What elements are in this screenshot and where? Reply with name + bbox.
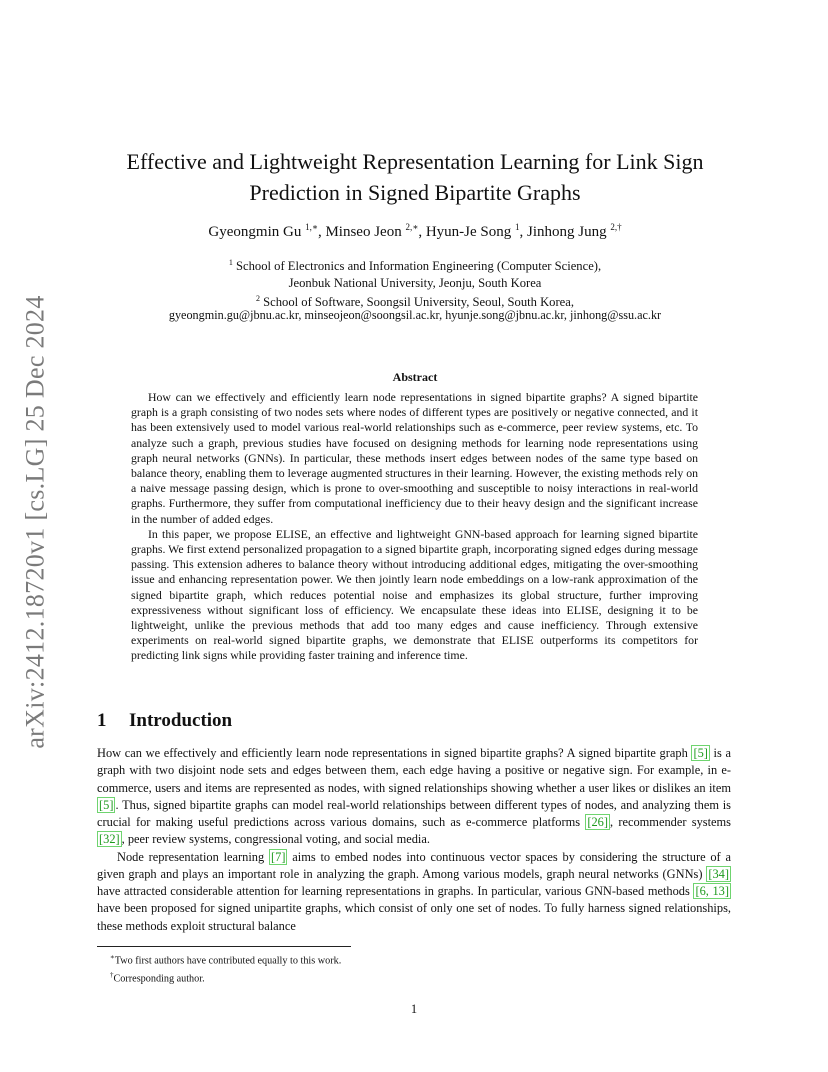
section-heading-introduction bbox=[97, 710, 232, 732]
page-number: 1 bbox=[410, 1002, 418, 1016]
abstract-paragraph-1: How can we effectively and efficiently learn node representations in signed bipartite graphs? A signed bipartite graph is a graph consisting of two nodes sets where nodes of different types are positively or negative connected, and it has been extensively used to model various real-world relationships such as e-commerce, peer review systems, etc. To analyze such a graph, previous studies have focused on designing methods for learning node representations using graph neural networks (GNNs). In particular, these methods insert edges between nodes of the same type based on balance theory, enabling them to leverage augmented structures in their learning. However, the existing methods rely on a naive message passing design, which is prone to over-smoothing and susceptible to noisy interactions in real-world graphs. Furthermore, they suffer from computational inefficiency due to their heavy design and the significant increase in the number of added edges. bbox=[131, 390, 698, 526]
footnote-text: Two first authors have contributed equally to this work. bbox=[114, 955, 342, 967]
footnote-equal-contribution bbox=[110, 950, 341, 968]
author-2 bbox=[325, 224, 418, 240]
intro-paragraph-2 bbox=[97, 849, 731, 935]
affiliation-mark: 2 bbox=[255, 294, 260, 304]
author-4 bbox=[527, 224, 622, 240]
author-name: Gyeongmin Gu bbox=[208, 224, 302, 240]
abstract-paragraph-2: In this paper, we propose ELISE, an effective and lightweight GNN-based approach for learning signed bipartite graphs. We first extend personalized propagation to a signed bipartite graph, incorporating signed edges during message passing. This extension adheres to balance theory without introducing additional edges, mitigating the over-smoothing issue and enhancing representation power. We then jointly learn node embeddings on a low-rank approximation of the signed bipartite graph, which reduces potential noise and emphasizes its global structure, further improving expressiveness without significant loss of efficiency. We encapsulate these ideas into ELISE, designing it to be lightweight, unlike the previous methods that add too many edges and cause inefficiency. Through extensive experiments on real-world signed bipartite graphs, we demonstrate that ELISE outperforms its competitors for predicting link signs while providing faster training and inference time. bbox=[131, 526, 698, 663]
footnote-divider bbox=[97, 946, 351, 947]
author-affiliation-mark: 1 bbox=[515, 222, 520, 232]
citation-link[interactable]: [32] bbox=[99, 832, 120, 847]
affiliation-1-line-2: Jeonbuk National University, Jeonju, South Korea bbox=[288, 275, 542, 290]
author-1 bbox=[208, 224, 318, 240]
author-name: Jinhong Jung bbox=[527, 224, 607, 240]
body-text: , peer review systems, congressional voting, and social media. bbox=[121, 832, 430, 847]
footnotes bbox=[110, 950, 341, 987]
affiliation-mark: 1 bbox=[228, 258, 233, 267]
affiliation-1-line-1 bbox=[80, 255, 750, 275]
title-line-1: Effective and Lightweight Representation Learning for Link Sign bbox=[126, 149, 704, 174]
affiliation-text: School of Software, Soongsil University, Seoul, South Korea, bbox=[263, 295, 574, 310]
citation-link[interactable]: [5] bbox=[693, 746, 708, 760]
introduction-body bbox=[97, 745, 731, 935]
citation-link[interactable]: [5] bbox=[99, 797, 114, 812]
author-3 bbox=[426, 224, 520, 240]
paper-title bbox=[80, 146, 750, 208]
body-text: , recommender systems bbox=[609, 815, 731, 829]
body-text: aims to embed nodes into continuous vector spaces by considering the structure of a given graph and plays an important role in analyzing the graph. Among various models, graph neural networks (GNNs) bbox=[97, 849, 731, 881]
arxiv-stamp-text: arXiv:2412.18720v1 [cs.LG] 25 Dec 2024 bbox=[21, 295, 50, 749]
footnote-corresponding-author bbox=[110, 968, 341, 986]
intro-paragraph-1 bbox=[97, 745, 731, 849]
body-text: is a graph with two disjoint node sets and edges between them, each edge having a positive or negative sign. For example, in e-commerce, users and items are represented as nodes, with signed relationships showing whether a user likes or dislikes an item bbox=[97, 746, 731, 795]
arxiv-identifier-stamp bbox=[22, 286, 50, 758]
footnote-text: Corresponding author. bbox=[113, 973, 205, 985]
affiliation-text: School of Electronics and Information Engineering (Computer Science), bbox=[236, 259, 602, 274]
author-emails: gyeongmin.gu@jbnu.ac.kr, minseojeon@soongsil.ac.kr, hyunje.song@jbnu.ac.kr, jinhong@ssu.ac.kr bbox=[168, 308, 662, 322]
author-affiliation-mark: 2,† bbox=[610, 222, 622, 232]
author-name: Hyun-Je Song bbox=[425, 224, 512, 240]
body-text: have been proposed for signed unipartite graphs, which consist of only one set of nodes. To fully harness signed relationships, these methods exploit structural balance bbox=[97, 901, 731, 933]
citation-link[interactable]: [34] bbox=[708, 866, 729, 881]
section-title: Introduction bbox=[129, 710, 233, 731]
body-text: have attracted considerable attention for learning representations in graphs. In particular, various GNN-based methods bbox=[97, 884, 694, 898]
body-text: Node representation learning bbox=[117, 849, 269, 864]
citation-link[interactable]: [7] bbox=[271, 849, 286, 864]
abstract-body bbox=[131, 390, 698, 664]
footnote-mark: ∗ bbox=[110, 953, 115, 961]
body-text: How can we effectively and efficiently learn node representations in signed bipartite graphs? A signed bipartite graph bbox=[97, 746, 692, 760]
abstract-heading: Abstract bbox=[392, 370, 438, 384]
footnote-mark: † bbox=[110, 971, 114, 980]
section-number: 1 bbox=[97, 710, 107, 731]
title-line-2: Prediction in Signed Bipartite Graphs bbox=[249, 180, 581, 205]
author-name: Minseo Jeon bbox=[325, 224, 402, 240]
citation-link[interactable]: [26] bbox=[587, 815, 608, 829]
body-text: . Thus, signed bipartite graphs can model real-world relationships between different types of nodes, and analyzing them is crucial for making useful predictions across various domains, such as e-commerce platforms bbox=[97, 797, 731, 829]
affiliations bbox=[80, 255, 750, 311]
author-list: Gyeongmin Gu $^{1,∗}$, Minseo Jeon $^{2,∗}$, Hyun-Je Song $^1$, Jinhong Jung $^{2,\dagger}$ bbox=[208, 222, 622, 240]
author-affiliation-mark: 2,∗ bbox=[405, 222, 419, 232]
citation-link[interactable]: [6, 13] bbox=[695, 884, 729, 898]
author-affiliation-mark: 1,∗ bbox=[305, 222, 318, 232]
